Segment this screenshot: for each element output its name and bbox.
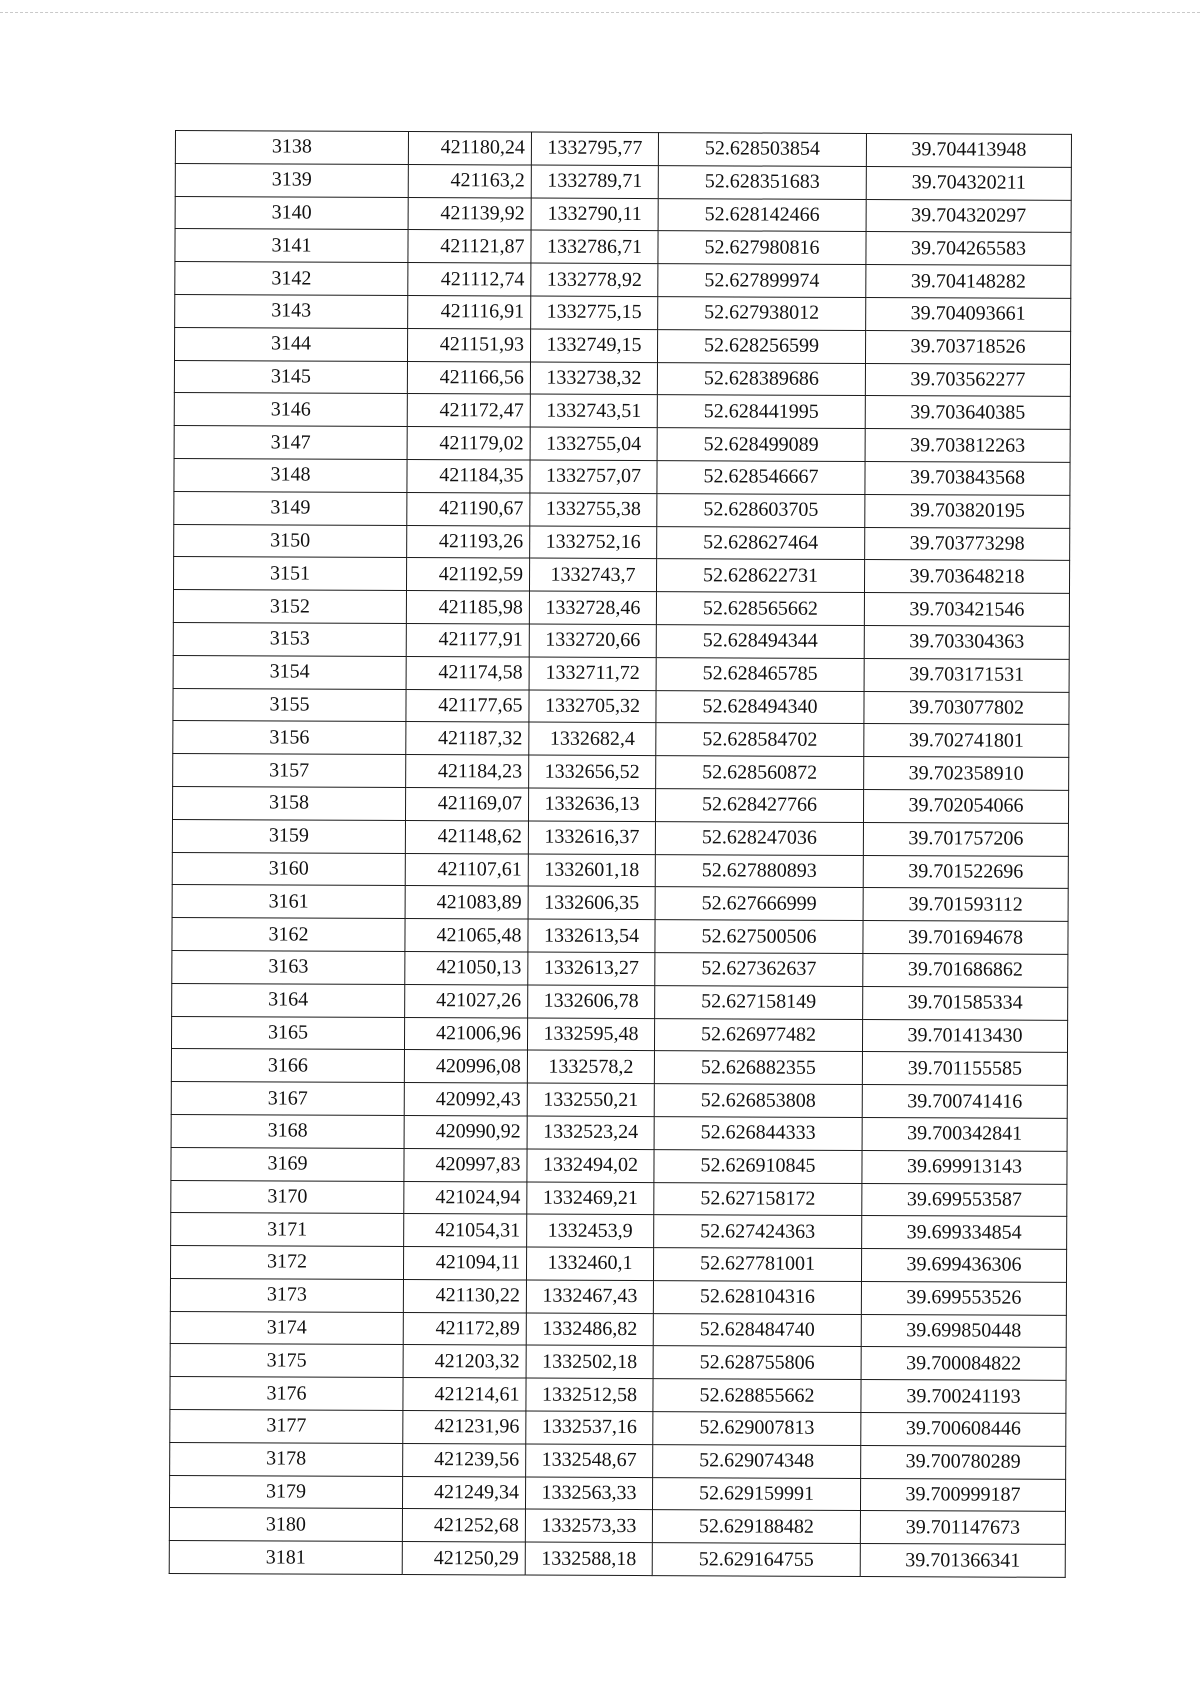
x-coordinate-cell: 421027,26	[405, 984, 528, 1017]
y-coordinate-cell: 1332743,51	[530, 394, 657, 427]
longitude-cell: 39.699553587	[862, 1183, 1067, 1217]
y-coordinate-cell: 1332705,32	[529, 690, 656, 723]
latitude-cell: 52.626910845	[654, 1149, 862, 1183]
latitude-cell: 52.628427766	[655, 789, 863, 823]
point-number-cell: 3163	[172, 950, 405, 984]
y-coordinate-cell: 1332656,52	[529, 755, 656, 788]
table-row	[171, 1147, 1067, 1184]
table-row	[172, 983, 1068, 1020]
x-coordinate-cell: 421050,13	[405, 951, 528, 984]
point-number-cell: 3141	[175, 229, 408, 263]
table-row	[170, 1278, 1066, 1315]
latitude-cell: 52.628494340	[656, 690, 864, 724]
x-coordinate-cell: 421024,94	[404, 1181, 527, 1214]
y-coordinate-cell: 1332720,66	[529, 624, 656, 657]
table-row	[173, 688, 1069, 725]
y-coordinate-cell: 1332757,07	[530, 460, 657, 493]
longitude-cell: 39.703773298	[865, 527, 1070, 561]
y-coordinate-cell: 1332548,67	[526, 1444, 653, 1477]
longitude-cell: 39.703648218	[864, 560, 1069, 594]
point-number-cell: 3143	[175, 294, 408, 328]
longitude-cell: 39.703562277	[865, 363, 1070, 397]
latitude-cell: 52.629188482	[652, 1510, 860, 1544]
point-number-cell: 3164	[172, 983, 405, 1017]
latitude-cell: 52.628389686	[657, 362, 865, 396]
point-number-cell: 3149	[174, 491, 407, 525]
table-row	[171, 1114, 1067, 1151]
point-number-cell: 3162	[172, 918, 405, 952]
x-coordinate-cell: 421116,91	[408, 296, 531, 329]
y-coordinate-cell: 1332616,37	[528, 821, 655, 854]
x-coordinate-cell: 421112,74	[408, 263, 531, 296]
longitude-cell: 39.700999187	[860, 1478, 1065, 1512]
point-number-cell: 3173	[170, 1278, 403, 1312]
latitude-cell: 52.627938012	[658, 297, 866, 331]
point-number-cell: 3142	[175, 262, 408, 296]
table-row	[172, 819, 1068, 856]
latitude-cell: 52.627362637	[655, 953, 863, 987]
x-coordinate-cell: 421121,87	[408, 230, 531, 263]
point-number-cell: 3176	[170, 1377, 403, 1411]
latitude-cell: 52.628855662	[653, 1379, 861, 1413]
latitude-cell: 52.628441995	[657, 395, 865, 429]
latitude-cell: 52.628755806	[653, 1346, 861, 1380]
latitude-cell: 52.628465785	[656, 657, 864, 691]
point-number-cell: 3155	[173, 688, 406, 722]
longitude-cell: 39.700084822	[861, 1347, 1066, 1381]
y-coordinate-cell: 1332606,35	[528, 886, 655, 919]
longitude-cell: 39.700780289	[861, 1445, 1066, 1479]
y-coordinate-cell: 1332537,16	[526, 1411, 653, 1444]
y-coordinate-cell: 1332778,92	[531, 263, 658, 296]
longitude-cell: 39.701155585	[862, 1052, 1067, 1086]
y-coordinate-cell: 1332755,04	[530, 427, 657, 460]
longitude-cell: 39.703077802	[864, 691, 1069, 725]
x-coordinate-cell: 421231,96	[403, 1411, 526, 1444]
y-coordinate-cell: 1332486,82	[526, 1313, 653, 1346]
longitude-cell: 39.699334854	[862, 1216, 1067, 1250]
x-coordinate-cell: 421174,58	[406, 656, 529, 689]
latitude-cell: 52.628584702	[656, 723, 864, 757]
latitude-cell: 52.628351683	[658, 165, 866, 199]
y-coordinate-cell: 1332563,33	[525, 1477, 652, 1510]
table-row	[169, 1541, 1065, 1578]
point-number-cell: 3144	[174, 327, 407, 361]
point-number-cell: 3171	[171, 1213, 404, 1247]
table-row	[175, 294, 1071, 331]
table-row	[174, 426, 1070, 463]
point-number-cell: 3148	[174, 458, 407, 492]
y-coordinate-cell: 1332588,18	[525, 1542, 652, 1575]
y-coordinate-cell: 1332460,1	[526, 1247, 653, 1280]
y-coordinate-cell: 1332790,11	[531, 198, 658, 231]
x-coordinate-cell: 421250,29	[402, 1542, 525, 1575]
longitude-cell: 39.700241193	[861, 1380, 1066, 1414]
y-coordinate-cell: 1332636,13	[528, 788, 655, 821]
y-coordinate-cell: 1332606,78	[528, 985, 655, 1018]
x-coordinate-cell: 421172,47	[407, 394, 530, 427]
x-coordinate-cell: 421184,23	[406, 755, 529, 788]
point-number-cell: 3168	[171, 1114, 404, 1148]
y-coordinate-cell: 1332613,54	[528, 919, 655, 952]
x-coordinate-cell: 421151,93	[407, 328, 530, 361]
table-row	[174, 393, 1070, 430]
latitude-cell: 52.627500506	[655, 920, 863, 954]
table-row	[169, 1508, 1065, 1545]
latitude-cell: 52.627158149	[655, 985, 863, 1019]
latitude-cell: 52.627899974	[658, 264, 866, 298]
y-coordinate-cell: 1332550,21	[527, 1083, 654, 1116]
y-coordinate-cell: 1332743,7	[529, 558, 656, 591]
latitude-cell: 52.627980816	[658, 231, 866, 265]
table-row	[172, 786, 1068, 823]
point-number-cell: 3146	[174, 393, 407, 427]
table-row	[171, 1180, 1067, 1217]
latitude-cell: 52.628256599	[657, 329, 865, 363]
longitude-cell: 39.701147673	[860, 1511, 1065, 1545]
table-row	[173, 754, 1069, 791]
point-number-cell: 3154	[173, 655, 406, 689]
longitude-cell: 39.704093661	[866, 298, 1071, 332]
point-number-cell: 3180	[169, 1508, 402, 1542]
latitude-cell: 52.629159991	[652, 1477, 860, 1511]
longitude-cell: 39.703421546	[864, 593, 1069, 627]
x-coordinate-cell: 420996,08	[404, 1050, 527, 1083]
longitude-cell: 39.703640385	[865, 396, 1070, 430]
latitude-cell: 52.628247036	[655, 821, 863, 855]
y-coordinate-cell: 1332749,15	[530, 329, 657, 362]
latitude-cell: 52.629007813	[653, 1412, 861, 1446]
longitude-cell: 39.702054066	[863, 789, 1068, 823]
y-coordinate-cell: 1332738,32	[530, 362, 657, 395]
point-number-cell: 3165	[171, 1016, 404, 1050]
latitude-cell: 52.628603705	[657, 493, 865, 527]
longitude-cell: 39.703718526	[865, 330, 1070, 364]
point-number-cell: 3139	[175, 163, 408, 197]
point-number-cell: 3181	[169, 1541, 402, 1575]
longitude-cell: 39.701522696	[863, 855, 1068, 889]
y-coordinate-cell: 1332523,24	[527, 1116, 654, 1149]
y-coordinate-cell: 1332467,43	[526, 1280, 653, 1313]
x-coordinate-cell: 421139,92	[408, 197, 531, 230]
point-number-cell: 3175	[170, 1344, 403, 1378]
point-number-cell: 3161	[172, 885, 405, 919]
latitude-cell: 52.628494344	[656, 625, 864, 659]
point-number-cell: 3151	[173, 557, 406, 591]
point-number-cell: 3170	[171, 1180, 404, 1214]
longitude-cell: 39.699436306	[861, 1249, 1066, 1283]
y-coordinate-cell: 1332512,58	[526, 1378, 653, 1411]
longitude-cell: 39.701413430	[862, 1019, 1067, 1053]
longitude-cell: 39.704413948	[866, 134, 1071, 168]
x-coordinate-cell: 421203,32	[403, 1345, 526, 1378]
x-coordinate-cell: 421184,35	[407, 459, 530, 492]
coordinates-table	[169, 130, 1072, 1578]
latitude-cell: 52.628503854	[658, 133, 866, 167]
table-row	[175, 131, 1071, 168]
x-coordinate-cell: 421249,34	[402, 1476, 525, 1509]
latitude-cell: 52.627424363	[654, 1215, 862, 1249]
x-coordinate-cell: 421187,32	[406, 722, 529, 755]
longitude-cell: 39.699850448	[861, 1314, 1066, 1348]
x-coordinate-cell: 421163,2	[408, 164, 531, 197]
table-row	[175, 163, 1071, 200]
table-row	[173, 622, 1069, 659]
latitude-cell: 52.627880893	[655, 854, 863, 888]
x-coordinate-cell: 421193,26	[407, 525, 530, 558]
point-number-cell: 3160	[172, 852, 405, 886]
y-coordinate-cell: 1332752,16	[530, 526, 657, 559]
x-coordinate-cell: 421054,31	[404, 1214, 527, 1247]
y-coordinate-cell: 1332728,46	[529, 591, 656, 624]
x-coordinate-cell: 420990,92	[404, 1115, 527, 1148]
x-coordinate-cell: 421252,68	[402, 1509, 525, 1542]
longitude-cell: 39.704320297	[866, 199, 1071, 233]
point-number-cell: 3140	[175, 196, 408, 230]
latitude-cell: 52.628546667	[657, 461, 865, 495]
longitude-cell: 39.699553526	[861, 1281, 1066, 1315]
y-coordinate-cell: 1332711,72	[529, 657, 656, 690]
longitude-cell: 39.703820195	[865, 494, 1070, 528]
table-row	[172, 950, 1068, 987]
table-row	[172, 885, 1068, 922]
x-coordinate-cell: 421130,22	[403, 1279, 526, 1312]
table-row	[173, 590, 1069, 627]
x-coordinate-cell: 421177,91	[406, 623, 529, 656]
table-row	[170, 1311, 1066, 1348]
x-coordinate-cell: 421239,56	[403, 1443, 526, 1476]
latitude-cell: 52.628104316	[653, 1280, 861, 1314]
latitude-cell: 52.627666999	[655, 887, 863, 921]
point-number-cell: 3138	[175, 131, 408, 165]
x-coordinate-cell: 421094,11	[403, 1247, 526, 1280]
y-coordinate-cell: 1332682,4	[529, 722, 656, 755]
y-coordinate-cell: 1332755,38	[530, 493, 657, 526]
table-row	[169, 1475, 1065, 1512]
table-row	[170, 1377, 1066, 1414]
y-coordinate-cell: 1332789,71	[531, 165, 658, 198]
longitude-cell: 39.701694678	[863, 921, 1068, 955]
latitude-cell: 52.626853808	[654, 1084, 862, 1118]
x-coordinate-cell: 421185,98	[406, 591, 529, 624]
table-row	[170, 1410, 1066, 1447]
longitude-cell: 39.703304363	[864, 625, 1069, 659]
point-number-cell: 3156	[173, 721, 406, 755]
table-row	[174, 458, 1070, 495]
y-coordinate-cell: 1332502,18	[526, 1346, 653, 1379]
x-coordinate-cell: 421107,61	[405, 853, 528, 886]
point-number-cell: 3152	[173, 590, 406, 624]
point-number-cell: 3157	[173, 754, 406, 788]
table-row	[173, 655, 1069, 692]
longitude-cell: 39.700608446	[861, 1413, 1066, 1447]
longitude-cell: 39.703843568	[865, 461, 1070, 495]
x-coordinate-cell: 421177,65	[406, 689, 529, 722]
table-row	[175, 262, 1071, 299]
x-coordinate-cell: 421190,67	[407, 492, 530, 525]
longitude-cell: 39.704265583	[866, 232, 1071, 266]
point-number-cell: 3158	[172, 786, 405, 820]
latitude-cell: 52.628484740	[653, 1313, 861, 1347]
latitude-cell: 52.628499089	[657, 428, 865, 462]
table-row	[172, 852, 1068, 889]
y-coordinate-cell: 1332795,77	[531, 132, 658, 165]
longitude-cell: 39.701366341	[860, 1544, 1065, 1578]
table-row	[171, 1213, 1067, 1250]
table-row	[175, 229, 1071, 266]
x-coordinate-cell: 421172,89	[403, 1312, 526, 1345]
latitude-cell: 52.628622731	[656, 559, 864, 593]
longitude-cell: 39.702741801	[864, 724, 1069, 758]
x-coordinate-cell: 421065,48	[405, 919, 528, 952]
longitude-cell: 39.700741416	[862, 1085, 1067, 1119]
x-coordinate-cell: 421148,62	[405, 820, 528, 853]
latitude-cell: 52.629164755	[652, 1543, 860, 1577]
longitude-cell: 39.704320211	[866, 166, 1071, 200]
point-number-cell: 3174	[170, 1311, 403, 1345]
y-coordinate-cell: 1332469,21	[527, 1182, 654, 1215]
scan-top-edge	[0, 12, 1200, 13]
y-coordinate-cell: 1332494,02	[527, 1149, 654, 1182]
x-coordinate-cell: 421169,07	[405, 787, 528, 820]
table-row	[172, 918, 1068, 955]
x-coordinate-cell: 421179,02	[407, 427, 530, 460]
table-row	[175, 196, 1071, 233]
latitude-cell: 52.628142466	[658, 198, 866, 232]
longitude-cell: 39.700342841	[862, 1117, 1067, 1151]
point-number-cell: 3166	[171, 1049, 404, 1083]
y-coordinate-cell: 1332775,15	[531, 296, 658, 329]
longitude-cell: 39.701757206	[863, 822, 1068, 856]
point-number-cell: 3159	[172, 819, 405, 853]
x-coordinate-cell: 421214,61	[403, 1378, 526, 1411]
x-coordinate-cell: 420997,83	[404, 1148, 527, 1181]
latitude-cell: 52.627781001	[653, 1248, 861, 1282]
longitude-cell: 39.702358910	[864, 757, 1069, 791]
table-row	[170, 1246, 1066, 1283]
table-row	[173, 557, 1069, 594]
point-number-cell: 3179	[169, 1475, 402, 1509]
longitude-cell: 39.701585334	[863, 986, 1068, 1020]
latitude-cell: 52.626844333	[654, 1117, 862, 1151]
table-row	[170, 1442, 1066, 1479]
latitude-cell: 52.628565662	[656, 592, 864, 626]
latitude-cell: 52.627158172	[654, 1182, 862, 1216]
table-row	[174, 524, 1070, 561]
table-row	[171, 1016, 1067, 1053]
longitude-cell: 39.704148282	[866, 265, 1071, 299]
point-number-cell: 3150	[174, 524, 407, 558]
y-coordinate-cell: 1332453,9	[527, 1214, 654, 1247]
y-coordinate-cell: 1332601,18	[528, 854, 655, 887]
y-coordinate-cell: 1332595,48	[527, 1018, 654, 1051]
latitude-cell: 52.628627464	[657, 526, 865, 560]
table-row	[171, 1082, 1067, 1119]
point-number-cell: 3169	[171, 1147, 404, 1181]
x-coordinate-cell: 421166,56	[407, 361, 530, 394]
point-number-cell: 3167	[171, 1082, 404, 1116]
table-row	[170, 1344, 1066, 1381]
point-number-cell: 3153	[173, 622, 406, 656]
x-coordinate-cell: 420992,43	[404, 1083, 527, 1116]
y-coordinate-cell: 1332613,27	[528, 952, 655, 985]
y-coordinate-cell: 1332786,71	[531, 230, 658, 263]
table-row	[174, 360, 1070, 397]
longitude-cell: 39.703812263	[865, 429, 1070, 463]
point-number-cell: 3147	[174, 426, 407, 460]
longitude-cell: 39.703171531	[864, 658, 1069, 692]
latitude-cell: 52.626882355	[654, 1051, 862, 1085]
x-coordinate-cell: 421180,24	[408, 132, 531, 165]
point-number-cell: 3178	[170, 1442, 403, 1476]
x-coordinate-cell: 421083,89	[405, 886, 528, 919]
point-number-cell: 3172	[170, 1246, 403, 1280]
latitude-cell: 52.628560872	[656, 756, 864, 790]
y-coordinate-cell: 1332578,2	[527, 1050, 654, 1083]
x-coordinate-cell: 421192,59	[406, 558, 529, 591]
coordinates-table-body	[169, 131, 1071, 1578]
point-number-cell: 3177	[170, 1410, 403, 1444]
longitude-cell: 39.701593112	[863, 888, 1068, 922]
latitude-cell: 52.629074348	[653, 1444, 861, 1478]
table-row	[173, 721, 1069, 758]
point-number-cell: 3145	[174, 360, 407, 394]
x-coordinate-cell: 421006,96	[404, 1017, 527, 1050]
y-coordinate-cell: 1332573,33	[525, 1510, 652, 1543]
table-row	[171, 1049, 1067, 1086]
longitude-cell: 39.699913143	[862, 1150, 1067, 1184]
table-row	[174, 491, 1070, 528]
table-row	[174, 327, 1070, 364]
longitude-cell: 39.701686862	[863, 953, 1068, 987]
latitude-cell: 52.626977482	[654, 1018, 862, 1052]
